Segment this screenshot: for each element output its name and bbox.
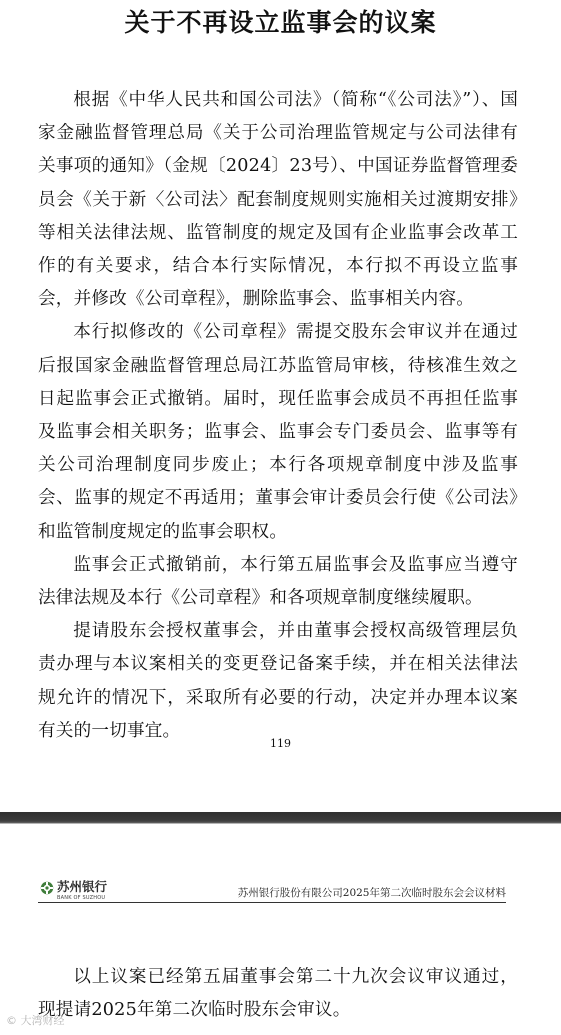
paragraph-4: 提请股东会授权董事会，并由董事会授权高级管理层负责办理与本议案相关的变更登记备案手续，并在相关法律法规允许的情况下，采取所有必要的行动，决定并办理本议案有关的一切事宜。 [38,621,518,741]
document-title: 关于不再设立监事会的议案 [124,8,437,37]
page-separator [0,812,561,858]
header-divider [38,902,506,903]
paragraph-1: 根据《中华人民共和国公司法》（简称“《公司法》”）、国家金融监督管理总局《关于公司治理监管规定与公司法律有关事项的通知》（金规〔2024〕23号）、中国证券监督管理委员会《关于新〈公司法〉配套制度规则实施相关过渡期安排》等相关法律法规、监管制度的规定及国有企业监事会改革工作的有关要求，结合本行实际情况，本行拟不再设立监事会，并修改《公司章程》，删除监事会、监事相关内容。 [38,90,518,310]
bank-logo-subtitle: BANK OF SUZHOU [57,895,106,901]
closing-paragraph: 以上议案已经第五届董事会第二十九次会议审议通过，现提请2025年第二次临时股东会审议。 [38,967,518,1020]
document-body [38,84,518,748]
resolution-closing-text [38,961,518,1027]
bank-logo-name: 苏州银行 [57,879,108,894]
meeting-materials-header: 苏州银行股份有限公司2025年第二次临时股东会会议材料 [237,887,506,899]
watermark: © 大湾财经 [6,1014,65,1027]
page-number: 119 [270,737,291,750]
paragraph-3: 监事会正式撤销前，本行第五届监事会及监事应当遵守法律法规及本行《公司章程》和各项规章制度继续履职。 [38,554,518,609]
bank-logo-icon [40,881,54,895]
paragraph-2: 本行拟修改的《公司章程》需提交股东会审议并在通过后报国家金融监督管理总局江苏监管局审核，待核准生效之日起监事会正式撤销。届时，现任监事会成员不再担任监事及监事会相关职务；监事会、监事会专门委员会、监事等有关公司治理制度同步废止；本行各项规章制度中涉及监事会、监事的规定不再适用；董事会审计委员会行使《公司法》和监管制度规定的监事会职权。 [38,322,518,542]
document-page-next [0,858,561,1035]
